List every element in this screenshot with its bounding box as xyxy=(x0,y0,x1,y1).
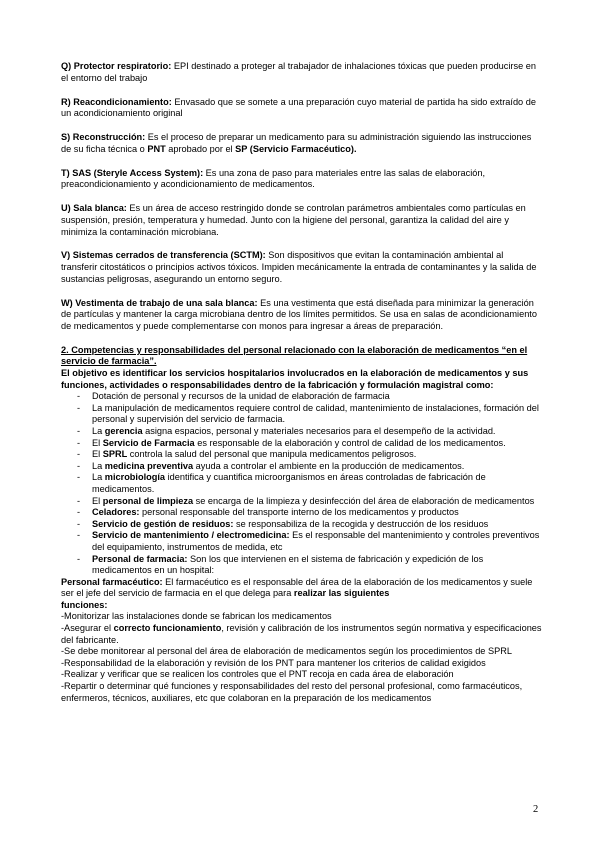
list-item: - El Servicio de Farmacia es responsable de la elaboración y control de calidad de los medicamentos. xyxy=(77,437,506,448)
functions-list xyxy=(61,611,542,704)
definition-term: U) Sala blanca: xyxy=(61,203,127,214)
list-item: - La medicina preventiva ayuda a controlar el ambiente en la producción de medicamentos. xyxy=(77,460,465,471)
function-item: -Monitorizar las instalaciones donde se fabrican los medicamentos xyxy=(61,611,332,622)
dash-marker: - xyxy=(77,402,81,413)
list-item: - El personal de limpieza se encarga de la limpieza y desinfección del área de elaboración de medicamentos xyxy=(77,495,535,506)
document-page xyxy=(61,61,542,704)
dash-marker: - xyxy=(77,495,81,506)
definition-term: T) SAS (Steryle Access System): xyxy=(61,167,204,178)
services-list xyxy=(61,391,542,577)
pharmacist-paragraph: Personal farmacéutico: El farmacéutico es el responsable del área de la elaboración de los medicamentos y suele ser el jefe del servicio de farmacia en el que delega para realizar las siguientes funciones: xyxy=(61,576,533,610)
section-heading: 2. Competencias y responsabilidades del personal relacionado con la elaboración de medicamentos “en el servicio de farmacia”. xyxy=(61,344,528,367)
definition-w xyxy=(61,298,542,333)
section-intro: El objetivo es identificar los servicios hospitalarios involucrados en la elaboración de medicamentos y sus funciones, actividades o responsabilidades dentro de la fabricación y formulación magistral como: xyxy=(61,368,529,390)
dash-marker: - xyxy=(77,460,81,471)
list-item: - Personal de farmacia: Son los que intervienen en el sistema de fabricación y expedición de los medicamentos en un hospital: xyxy=(77,553,484,576)
list-item: - La gerencia asigna espacios, personal y materiales necesarios para el desempeño de la actividad. xyxy=(77,425,496,436)
dash-marker: - xyxy=(77,449,81,460)
definition-text: Es el proceso de preparar un medicamento para su administración siguiendo las instrucciones de su ficha técnica o xyxy=(61,132,532,154)
dash-marker: - xyxy=(77,391,81,402)
page-number: 2 xyxy=(533,804,539,815)
dash-marker: - xyxy=(77,437,81,448)
definition-v xyxy=(61,250,542,285)
dash-marker: - xyxy=(77,553,81,564)
function-item: -Repartir o determinar qué funciones y responsabilidades del resto del personal profesional, como farmacéuticos, enfermeros, técnicos, auxiliares, etc que colaboran en la preparación de los medicamentos xyxy=(61,681,523,703)
definition-term: S) Reconstrucción: xyxy=(61,132,146,143)
list-item: - Dotación de personal y recursos de la unidad de elaboración de farmacia xyxy=(77,391,390,402)
list-item: - Servicio de gestión de residuos: se responsabiliza de la recogida y destrucción de los residuos xyxy=(77,518,489,529)
definition-text: Es un área de acceso restringido donde se controlan parámetros ambientales como partículas en suspensión, presión, temperatura y humedad. Junto con la higiene del personal, garantiza la calidad del aire y minimiza la contaminación microbiana. xyxy=(61,203,526,237)
list-item: - La microbiología identifica y cuantifica microorganismos en áreas controladas de fabricación de medicamentos. xyxy=(77,472,486,494)
definition-text: Es una vestimenta que está diseñada para minimizar la generación de partículas y mantener la carga microbiana dentro de los límites permitidos. Se usa en salas de acondicionamiento de medicamentos y puede complementarse con monos para ingresar a áreas de preparación. xyxy=(61,297,537,331)
dash-marker: - xyxy=(77,425,81,436)
pharmacist-term: Personal farmacéutico: xyxy=(61,576,163,587)
definition-q xyxy=(61,61,542,84)
list-item: - La manipulación de medicamentos requiere control de calidad, mantenimiento de instalaciones, formación del personal y supervisión del servicio de farmacia. xyxy=(77,402,539,425)
function-item: -Se debe monitorear al personal del área de elaboración de medicamentos según los procedimientos de SPRL xyxy=(61,646,512,657)
definition-text: aprobado por el xyxy=(165,143,236,154)
definition-text: Son dispositivos que evitan la contaminación ambiental al transferir citostáticos o principios activos tóxicos. Impiden mecánicamente la entrada de contaminantes y la salida de sustancias peligrosas, asegurando un entorno seguro. xyxy=(61,250,537,284)
function-item: -Asegurar el correcto funcionamiento, revisión y calibración de los instrumentos según normativa y especificaciones del fabricante. xyxy=(61,623,542,645)
definition-r xyxy=(61,97,542,120)
dash-marker: - xyxy=(77,472,81,483)
definition-u xyxy=(61,203,542,238)
list-item: - Celadores: personal responsable del transporte interno de los medicamentos y productos xyxy=(77,507,459,518)
definition-t xyxy=(61,168,542,191)
list-item: - Servicio de mantenimiento / electromedicina: Es el responsable del mantenimiento y controles preventivos del equipamiento, instrumentos de medida, etc xyxy=(77,530,540,552)
definition-s xyxy=(61,132,542,155)
dash-marker: - xyxy=(77,530,81,541)
dash-marker: - xyxy=(77,518,81,529)
list-item: - El SPRL controla la salud del personal que manipula medicamentos peligrosos. xyxy=(77,449,417,460)
dash-marker: - xyxy=(77,507,81,518)
definition-text: EPI destinado a proteger al trabajador de inhalaciones tóxicas que pueden producirse en el entorno del trabajo xyxy=(61,61,536,83)
definition-term: R) Reacondicionamiento: xyxy=(61,96,172,107)
definition-bold: SP (Servicio Farmacéutico). xyxy=(235,143,357,154)
definition-text: Es una zona de paso para materiales entre las salas de elaboración, preacondicionamiento y acondicionamiento de medicamentos. xyxy=(61,167,486,190)
definition-text: Envasado que se somete a una preparación cuyo material de partida ha sido extraído de un acondicionamiento original xyxy=(61,96,536,119)
definition-bold: PNT xyxy=(147,143,166,154)
function-item: -Realizar y verificar que se realicen los controles que el PNT recoja en cada área de elaboración xyxy=(61,669,454,680)
definition-term: W) Vestimenta de trabajo de una sala blanca: xyxy=(61,297,258,308)
definition-term: V) Sistemas cerrados de transferencia (SCTM): xyxy=(61,250,266,261)
function-item: -Responsabilidad de la elaboración y revisión de los PNT para mantener los criterios de calidad exigidos xyxy=(61,657,486,668)
definition-term: Q) Protector respiratorio: xyxy=(61,61,172,71)
